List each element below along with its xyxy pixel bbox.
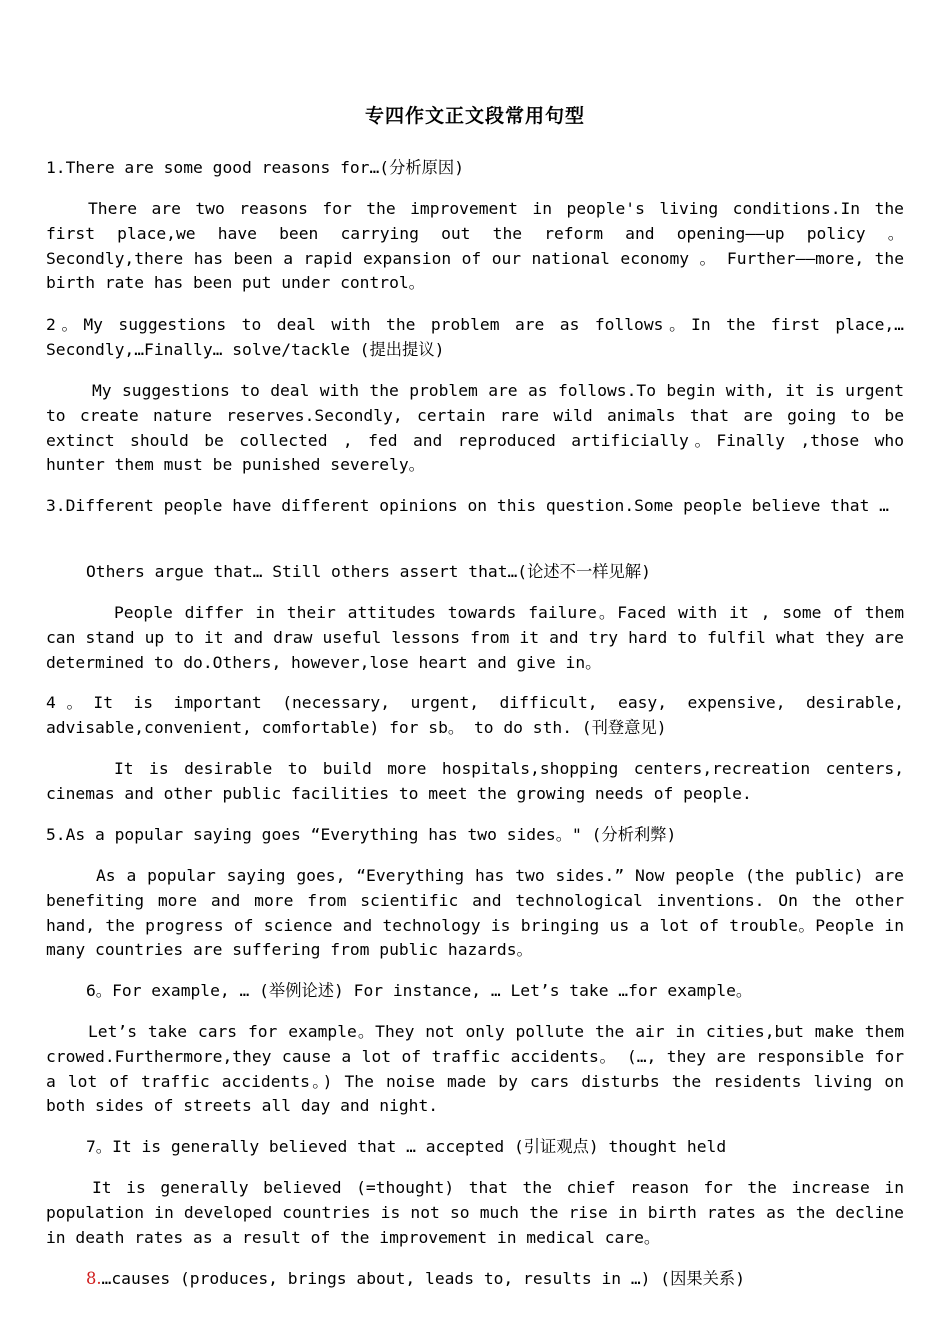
section-7-example: It is generally believed (=thought) that the chief reason for the increase in population in developed countries is not so much the rise in birth rates as the decline in death rates as a result of the improvement in medical care。	[46, 1178, 904, 1247]
page-title: 专四作文正文段常用句型	[364, 105, 585, 127]
section-6-heading: 6。For example, … (举例论述) For instance, … Let’s take …for example。	[86, 981, 753, 1000]
section-8-heading	[46, 1267, 904, 1292]
section-5-example: As a popular saying goes, “Everything has two sides.” Now people (the public) are benefiting more and more from scientific and technological inventions. On the other hand, the progress of science and technology is bringing us a lot of trouble。People in many countries are suffering from public hazards。	[46, 866, 904, 960]
section-6-example: Let’s take cars for example。They not only pollute the air in cities,but make them crowed.Furthermore,they cause a lot of traffic accidents。 (…, they are responsible for a lot of traffic accidents。) The noise made by cars disturbs the residents living on both sides of streets all day and night.	[46, 1022, 904, 1116]
section-3-example: People differ in their attitudes towards failure。Faced with it , some of them can stand up to it and draw useful lessons from it and try hard to fulfil what they are determined to do.Others, however,lose heart and give in。	[46, 603, 904, 672]
section-8-heading-text: …causes (produces, brings about, leads to, results in …) (因果关系)	[101, 1269, 745, 1288]
section-2-example: My suggestions to deal with the problem are as follows.To begin with, it is urgent to create nature reserves.Secondly, certain rare wild animals that are going to be extinct should be collected , fed and reproduced artificially。Finally ,those who hunter them must be punished severely。	[46, 381, 904, 475]
section-5-heading: 5.As a popular saying goes “Everything has two sides。" (分析利弊)	[46, 825, 677, 844]
section-1-example: There are two reasons for the improvement in people's living conditions.In the first place,we have been carrying out the reform and opening——up policy 。 Secondly,there has been a rapid expansion of our national economy 。 Further——more, the birth rate has been put under control。	[46, 199, 904, 293]
section-8-number: 8.	[86, 1269, 102, 1288]
section-4-heading: 4。It is important (necessary, urgent, difficult, easy, expensive, desirable, advisable,convenient, comfortable) for sb。 to do sth. (刊登意见)	[46, 693, 904, 737]
section-7-heading: 7。It is generally believed that … accepted (引证观点) thought held	[86, 1137, 727, 1156]
section-4-example: It is desirable to build more hospitals,shopping centers,recreation centers, cinemas and other public facilities to meet the growing needs of people.	[46, 759, 904, 803]
section-2-heading: 2。My suggestions to deal with the problem are as follows。In the first place,… Secondly,…Finally… solve/tackle (提出提议)	[46, 315, 904, 359]
section-3-heading: 3.Different people have different opinions on this question.Some people believe that …	[46, 496, 889, 515]
section-3-subheading: Others argue that… Still others assert that…(论述不一样见解)	[86, 562, 651, 581]
section-1-heading: 1.There are some good reasons for…(分析原因)	[46, 158, 465, 177]
